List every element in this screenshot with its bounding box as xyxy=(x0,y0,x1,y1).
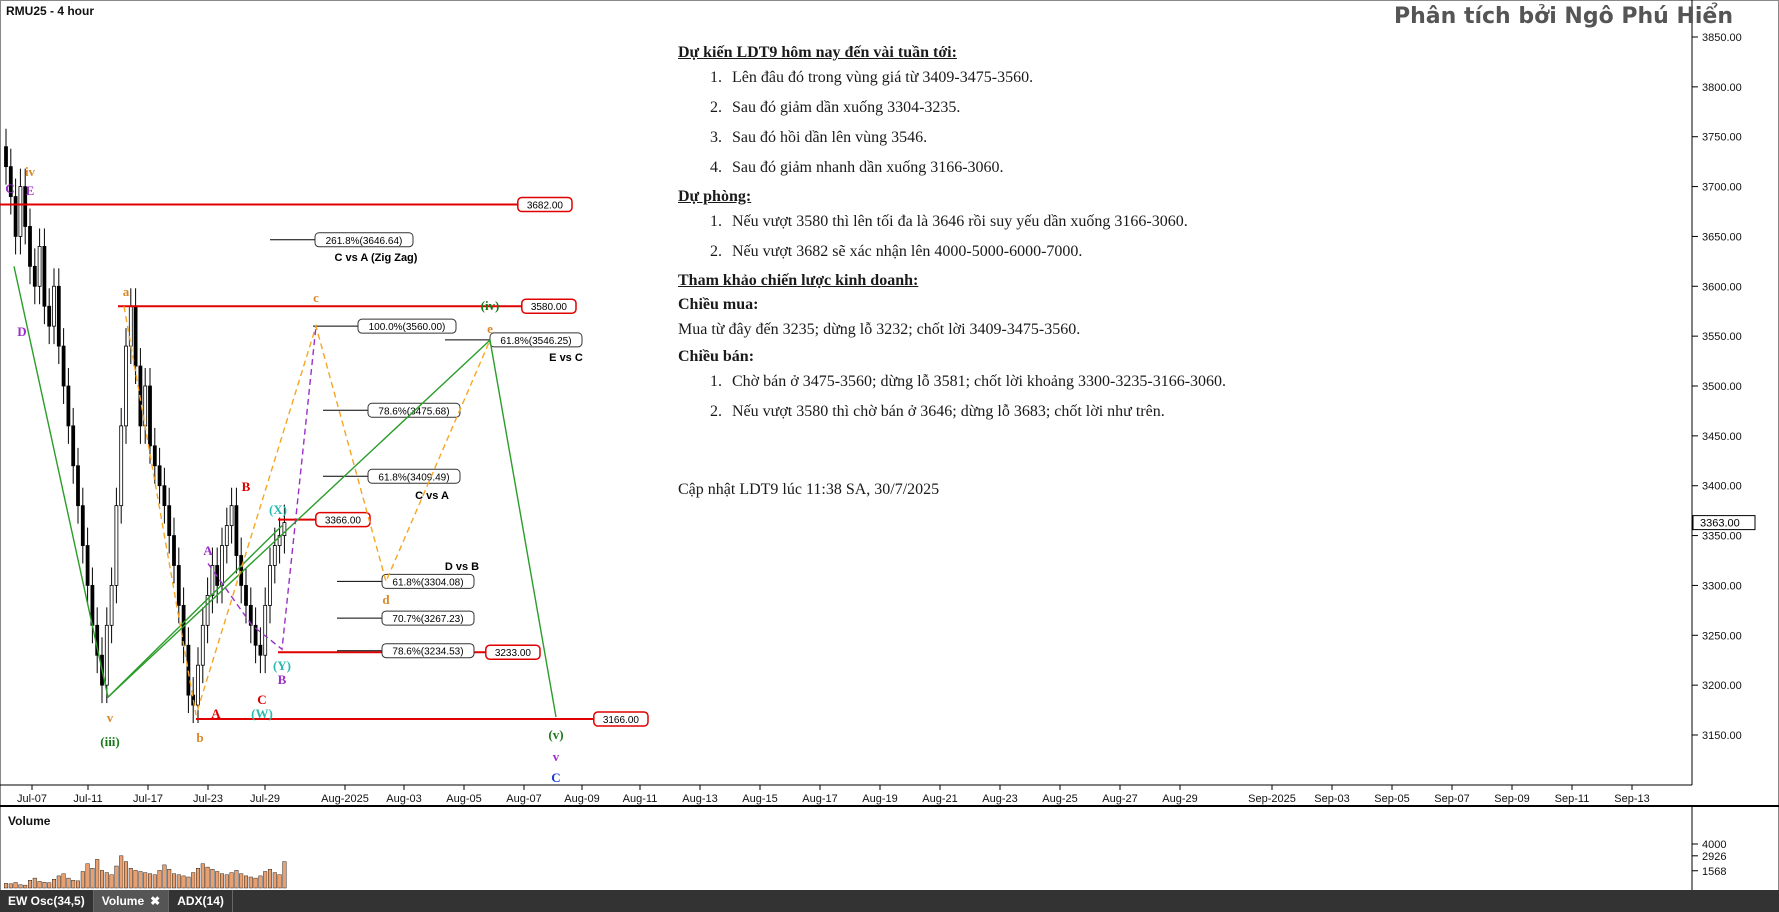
buy-text: Mua từ đây đến 3235; dừng lỗ 3232; chốt lời 3409-3475-3560. xyxy=(678,321,1081,338)
date-tick-label: Aug-23 xyxy=(982,793,1018,805)
candle-body xyxy=(211,565,214,595)
backup-item: 1. Nếu vượt 3580 thì lên tối đa là 3646 rồi suy yếu dần xuống 3166-3060. xyxy=(726,212,1298,232)
date-tick-label: Aug-07 xyxy=(506,793,542,805)
price-tick-label: 3600.00 xyxy=(1702,281,1742,294)
tab-label: Volume xyxy=(101,894,145,908)
wave-annotation: C vs A (Zig Zag) xyxy=(334,252,418,264)
volume-bar xyxy=(191,873,195,888)
price-level-label: 3166.00 xyxy=(602,715,639,727)
date-tick-label: Sep-05 xyxy=(1374,793,1410,805)
backup-heading: Dự phòng: xyxy=(678,188,752,205)
volume-bar xyxy=(148,874,152,888)
forecast-item: 4. Sau đó giảm nhanh dần xuống 3166-3060. xyxy=(726,158,1298,178)
price-level-label: 3682.00 xyxy=(526,200,563,212)
volume-bar xyxy=(143,873,147,888)
volume-bar xyxy=(268,869,272,888)
volume-bar xyxy=(105,873,109,888)
volume-bar xyxy=(172,874,176,888)
last-price-label: 3363.00 xyxy=(1700,517,1740,530)
volume-bar xyxy=(91,868,95,888)
tab-adx[interactable] xyxy=(169,890,233,912)
date-tick-label: Sep-09 xyxy=(1494,793,1530,805)
wave-label: (W) xyxy=(251,706,273,721)
wave-label: iv xyxy=(24,164,36,179)
forecast-list xyxy=(678,68,1298,178)
volume-tick-label: 1568 xyxy=(1702,865,1727,878)
volume-bar xyxy=(278,875,282,888)
volume-bar xyxy=(129,868,133,888)
volume-bar xyxy=(211,869,215,888)
analysis-text-panel xyxy=(678,42,1298,508)
volume-bar xyxy=(182,876,186,888)
volume-bar xyxy=(201,864,205,888)
candle-body xyxy=(19,187,22,237)
forecast-item: 2. Sau đó giảm dần xuống 3304-3235. xyxy=(726,98,1298,118)
wave-annotation: C vs A xyxy=(415,490,449,502)
volume-bar xyxy=(153,875,157,888)
volume-bar xyxy=(220,874,224,888)
volume-bar xyxy=(163,865,167,888)
price-tick-label: 3250.00 xyxy=(1702,630,1742,643)
volume-bar xyxy=(9,884,13,888)
candle-body xyxy=(62,346,65,386)
date-tick-label: Aug-11 xyxy=(622,793,658,805)
date-tick-label: Aug-15 xyxy=(742,793,778,805)
wave-label: (iv) xyxy=(480,298,500,313)
wave-label: D xyxy=(17,324,27,339)
wave-label: a xyxy=(122,284,130,299)
price-tick-label: 3800.00 xyxy=(1702,81,1742,94)
candle-body xyxy=(177,565,180,605)
volume-bar xyxy=(28,880,32,888)
volume-bar xyxy=(14,883,18,889)
date-tick-label: Sep-03 xyxy=(1314,793,1350,805)
date-tick-label: Aug-29 xyxy=(1162,793,1198,805)
fib-label: 70.7%(3267.23) xyxy=(392,614,464,626)
volume-bar xyxy=(115,866,119,888)
wave-label: A xyxy=(211,706,221,721)
date-tick-label: Jul-17 xyxy=(133,793,163,805)
backup-list xyxy=(678,212,1298,262)
sell-heading: Chiều bán: xyxy=(678,348,755,365)
candle-body xyxy=(110,585,113,625)
volume-bar xyxy=(23,885,27,888)
date-tick-label: Jul-23 xyxy=(193,793,223,805)
volume-bar xyxy=(67,878,71,888)
wave-label: B xyxy=(277,672,287,687)
wave-label: v xyxy=(552,749,560,764)
date-tick-label: Aug-09 xyxy=(564,793,600,805)
price-level-label: 3580.00 xyxy=(530,302,567,314)
date-tick-label: Aug-2025 xyxy=(321,793,369,805)
date-tick-label: Sep-11 xyxy=(1554,793,1590,805)
candle-body xyxy=(240,556,243,586)
wave-line-purple xyxy=(208,326,316,649)
date-tick-label: Aug-25 xyxy=(1042,793,1078,805)
backup-item: 2. Nếu vượt 3682 sẽ xác nhận lên 4000-5000-6000-7000. xyxy=(726,242,1298,262)
wave-label: e xyxy=(487,321,493,336)
candle-body xyxy=(149,386,152,446)
candle-body xyxy=(53,286,56,326)
wave-label: C xyxy=(551,770,561,785)
volume-bar xyxy=(177,875,181,888)
volume-bar xyxy=(33,878,37,888)
candle-body xyxy=(38,246,41,286)
date-tick-label: Jul-11 xyxy=(73,793,103,805)
candle-body xyxy=(43,246,46,306)
volume-bar xyxy=(215,872,219,889)
candle-body xyxy=(14,197,17,237)
volume-bar xyxy=(283,862,287,888)
candle-body xyxy=(153,446,156,466)
price-tick-label: 3500.00 xyxy=(1702,381,1742,393)
update-timestamp: Cập nhật LDT9 lúc 11:38 SA, 30/7/2025 xyxy=(678,481,940,498)
price-tick-label: 3650.00 xyxy=(1702,231,1742,244)
fib-label: 61.8%(3304.08) xyxy=(392,577,464,589)
candle-body xyxy=(235,506,238,556)
candle-body xyxy=(120,426,123,506)
volume-panel-title: Volume xyxy=(8,814,51,828)
volume-bar xyxy=(273,873,277,888)
wave-label: C xyxy=(5,181,15,196)
wave-label: B xyxy=(241,479,251,494)
candle-body xyxy=(230,506,233,526)
wave-label: (v) xyxy=(548,727,564,742)
volume-bar xyxy=(196,868,200,888)
price-tick-label: 3150.00 xyxy=(1702,730,1742,742)
volume-bar xyxy=(110,875,114,888)
fib-label: 78.6%(3475.68) xyxy=(378,406,450,418)
wave-label: E xyxy=(25,183,35,198)
candle-body xyxy=(125,346,128,426)
author-credit: Phân tích bởi Ngô Phú Hiển xyxy=(1393,4,1733,29)
candle-body xyxy=(221,546,224,586)
candle-body xyxy=(273,546,276,566)
candle-body xyxy=(81,506,84,546)
volume-bar xyxy=(134,870,138,888)
candle-body xyxy=(264,605,267,655)
candle-body xyxy=(163,486,166,506)
candle-body xyxy=(5,147,8,167)
sell-item: 1. Chờ bán ở 3475-3560; dừng lỗ 3581; chốt lời khoảng 3300-3235-3166-3060. xyxy=(726,372,1298,392)
candle-body xyxy=(158,466,161,486)
candle-body xyxy=(259,645,262,655)
volume-bar xyxy=(47,883,51,888)
date-tick-label: Aug-27 xyxy=(1102,793,1138,805)
volume-bar xyxy=(86,864,90,888)
strategy-heading: Tham khảo chiến lược kinh doanh: xyxy=(678,272,919,289)
volume-bar xyxy=(43,882,47,888)
fib-label: 100.0%(3560.00) xyxy=(368,322,446,334)
candle-body xyxy=(269,565,272,605)
date-tick-label: Aug-13 xyxy=(682,793,718,805)
volume-bar xyxy=(263,872,267,889)
volume-bar xyxy=(158,870,162,888)
candle-body xyxy=(77,466,80,506)
volume-bar xyxy=(249,877,253,888)
volume-bar xyxy=(230,873,234,888)
price-tick-label: 3200.00 xyxy=(1702,680,1742,693)
forecast-item: 1. Lên đâu đó trong vùng giá từ 3409-3475-3560. xyxy=(726,68,1298,88)
wave-label: (iii) xyxy=(100,734,120,749)
candle-body xyxy=(105,625,108,685)
candle-body xyxy=(29,226,32,266)
fib-label: 78.6%(3234.53) xyxy=(392,646,464,658)
indicator-tab-bar xyxy=(0,890,1779,912)
volume-bar xyxy=(52,879,56,888)
fib-label: 61.8%(3409.49) xyxy=(378,472,450,484)
wave-label: A xyxy=(203,543,213,558)
price-tick-label: 3400.00 xyxy=(1702,480,1742,493)
tab-label: ADX(14) xyxy=(177,894,224,908)
date-tick-label: Aug-19 xyxy=(862,793,898,805)
price-tick-label: 3350.00 xyxy=(1702,530,1742,543)
buy-heading: Chiều mua: xyxy=(678,296,759,313)
candle-body xyxy=(72,426,75,466)
volume-bar xyxy=(239,874,243,888)
candle-body xyxy=(48,306,51,326)
price-tick-label: 3450.00 xyxy=(1702,430,1742,443)
candle-body xyxy=(134,306,137,366)
volume-bar xyxy=(57,876,61,888)
candle-body xyxy=(67,386,70,426)
sell-list xyxy=(678,372,1298,422)
volume-bar xyxy=(4,883,8,888)
wave-label: v xyxy=(106,710,114,725)
fib-label: 61.8%(3546.25) xyxy=(500,335,572,347)
wave-label: (Y) xyxy=(272,658,292,673)
close-icon[interactable]: ✖ xyxy=(150,894,161,908)
volume-bar xyxy=(244,876,248,888)
wave-annotation: D vs B xyxy=(444,561,480,573)
volume-bar xyxy=(206,867,210,888)
volume-bar xyxy=(81,872,85,889)
volume-bar xyxy=(225,875,229,888)
wave-label: b xyxy=(196,730,204,745)
volume-bar xyxy=(100,870,104,888)
price-tick-label: 3550.00 xyxy=(1702,331,1742,344)
date-tick-label: Sep-13 xyxy=(1614,793,1650,805)
date-tick-label: Sep-2025 xyxy=(1248,793,1296,805)
date-tick-label: Aug-21 xyxy=(922,793,958,805)
wave-label: d xyxy=(382,592,390,607)
price-level-label: 3233.00 xyxy=(494,648,531,660)
volume-bar xyxy=(119,856,123,888)
tab-label: EW Osc(34,5) xyxy=(8,894,85,908)
volume-bar xyxy=(71,880,75,888)
price-tick-label: 3850.00 xyxy=(1702,32,1742,44)
volume-tick-label: 2926 xyxy=(1702,850,1727,863)
tab-volume[interactable] xyxy=(94,890,170,912)
price-tick-label: 3300.00 xyxy=(1702,580,1742,593)
price-level-label: 3366.00 xyxy=(324,515,361,527)
date-tick-label: Jul-29 xyxy=(250,793,280,805)
candle-body xyxy=(115,506,118,586)
wave-label: C xyxy=(257,692,267,707)
date-tick-label: Sep-07 xyxy=(1434,793,1470,805)
candle-body xyxy=(33,266,36,286)
wave-annotation: E vs C xyxy=(549,352,583,364)
candle-body xyxy=(197,665,200,705)
fib-label: 261.8%(3646.64) xyxy=(325,235,403,247)
candle-body xyxy=(187,645,190,695)
volume-bar xyxy=(38,881,42,888)
forecast-heading: Dự kiến LDT9 hôm nay đến vài tuần tới: xyxy=(678,44,957,61)
candle-body xyxy=(173,536,176,566)
volume-bar xyxy=(62,874,66,888)
wave-label: c xyxy=(313,290,319,305)
candle-body xyxy=(225,526,228,546)
tab-ew-osc[interactable] xyxy=(0,890,94,912)
volume-bar xyxy=(187,877,191,888)
volume-bar xyxy=(235,870,239,888)
volume-bar xyxy=(124,862,128,888)
volume-bar xyxy=(139,872,143,889)
sell-item: 2. Nếu vượt 3580 thì chờ bán ở 3646; dừng lỗ 3683; chốt lời như trên. xyxy=(726,402,1298,422)
volume-bar xyxy=(167,869,171,888)
candle-body xyxy=(168,506,171,536)
volume-bar xyxy=(254,878,258,888)
candle-body xyxy=(57,286,60,346)
candle-body xyxy=(201,625,204,665)
volume-tick-label: 4000 xyxy=(1702,839,1727,851)
volume-bar xyxy=(76,881,80,888)
date-tick-label: Jul-07 xyxy=(17,793,47,805)
candle-body xyxy=(86,546,89,586)
wave-label: (X) xyxy=(268,502,288,517)
symbol-title: RMU25 - 4 hour xyxy=(6,4,95,18)
forecast-item: 3. Sau đó hồi dần lên vùng 3546. xyxy=(726,128,1298,148)
volume-bar xyxy=(95,859,99,888)
candle-body xyxy=(245,585,248,605)
volume-bar xyxy=(259,876,263,888)
price-tick-label: 3700.00 xyxy=(1702,181,1742,194)
date-tick-label: Aug-17 xyxy=(802,793,838,805)
price-tick-label: 3750.00 xyxy=(1702,131,1742,144)
date-tick-label: Aug-05 xyxy=(446,793,482,805)
volume-bar xyxy=(19,885,23,888)
date-tick-label: Aug-03 xyxy=(386,793,422,805)
